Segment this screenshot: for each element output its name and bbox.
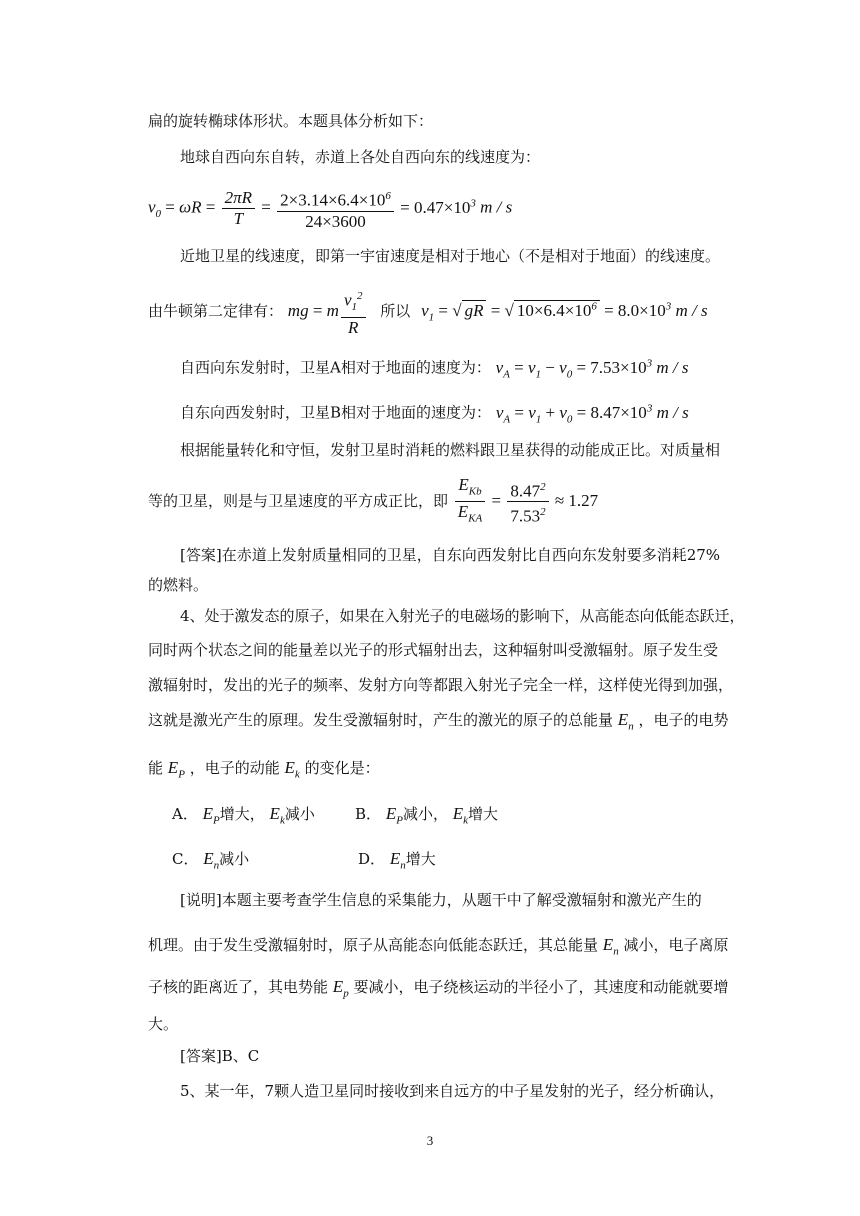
text-fragment: ，电子的动能 [189,759,280,777]
text-line: 4、处于激发态的原子，如果在入射光子的电磁场的影响下，从高能态向低能态跃迁， [180,607,745,625]
equation-line: 等的卫星，则是与卫星速度的平方成正比，即 $\frac{E_{Kb}}{E_{KA}}$ = $\frac{8.47^2}{7.53^2}$ ≈ 1.27 [148,475,599,527]
text-fragment: 自西向东发射时，卫星A相对于地面的速度为： [180,358,491,377]
text-fragment: 机理。由于发生受激辐射时，原子从高能态向低能态跃迁，其总能量 [148,936,599,954]
equation-line: 自西向东发射时，卫星A相对于地面的速度为： $v_A = v_1 - v_0 = 7.53\times 10^3$ m / s [180,357,689,381]
text-fragment: 这就是激光产生的原理。发生受激辐射时，产生的激光的原子的总能量 [148,711,614,729]
text-fragment: 子核的距离近了，其电势能 [148,978,329,996]
option-label: B． [355,805,382,823]
text-line: 子核的距离近了，其电势能 $E_p$ 要减小，电子绕核运动的半径小了，其速度和动能就要增 [148,977,729,1000]
text-fragment: 要减小，电子绕核运动的半径小了，其速度和动能就要增 [353,978,729,996]
text-line: 5、某一年，7颗人造卫星同时接收到来自远方的中子星发射的光子，经分析确认， [180,1082,725,1100]
text-line: 根据能量转化和守恒，发射卫星时消耗的燃料跟卫星获得的动能成正比。对质量相 [180,441,721,459]
option-label: D． [358,850,386,868]
option-b: B． $E_P$减小， $E_k$增大 [355,804,499,827]
text-line: [答案]B、C [180,1047,260,1065]
option-text: 减小 [284,805,315,823]
equation-line: 由牛顿第二定律有： mg = m $\frac{v_1^2}{R}$ 所以 $v_1$ = √ gR = √ $10\times 6.4\times 10^6 = 8.0\times 10^3$ m / s [148,286,708,338]
text-line: 的燃料。 [148,576,209,594]
equation-line: 自东向西发射时，卫星B相对于地面的速度为： $v_A = v_1 + v_0 = 8.47\times 10^3$ m / s [180,402,689,426]
text-fragment: 等的卫星，则是与卫星速度的平方成正比，即 [148,491,449,510]
text-fragment: ，电子的电势 [638,711,729,729]
option-text: 减小 [219,850,250,868]
option-d: D． $E_n$增大 [358,849,436,872]
text-line: 同时两个状态之间的能量差以光子的形式辐射出去，这种辐射叫受激辐射。原子发生受 [148,641,719,659]
text-line: 激辐射时，发出的光子的频率、发射方向等都跟入射光子完全一样，这样使光得到加强， [148,676,734,694]
text-line: 近地卫星的线速度，即第一宇宙速度是相对于地心（不是相对于地面）的线速度。 [180,247,721,265]
option-label: C． [172,850,199,868]
text-line: 机理。由于发生受激辐射时，原子从高能态向低能态跃迁，其总能量 $E_n$ 减小，电子离原 [148,935,729,958]
option-text: 增大， [219,805,265,823]
text-fragment: 减小，电子离原 [623,936,729,954]
option-a: A． $E_P$增大， $E_k$减小 [172,804,315,827]
page-number: 3 [426,1133,434,1148]
text-fragment: 由牛顿第二定律有： [148,301,284,320]
option-text: 增大 [468,805,499,823]
text-fragment: 自东向西发射时，卫星B相对于地面的速度为： [180,403,492,422]
text-line: 地球自西向东自转，赤道上各处自西向东的线速度为： [180,148,541,166]
text-line: 扁的旋转椭球体形状。本题具体分析如下： [148,112,434,130]
option-text: 减小， [402,805,448,823]
text-line: 能 $E_P$ ，电子的动能 $E_k$ 的变化是： [148,758,380,781]
text-line: 这就是激光产生的原理。发生受激辐射时，产生的激光的原子的总能量 $E_n$ ，电子的电势 [148,710,729,733]
text-fragment: 的变化是： [304,759,380,777]
option-text: 增大 [405,850,436,868]
text-fragment: 能 [148,759,164,777]
option-c: C． $E_n$减小 [172,849,250,872]
text-line: [答案]在赤道上发射质量相同的卫星，自东向西发射比自西向东发射要多消耗27% [180,546,721,564]
text-fragment: 所以 [380,301,411,320]
equation-v0: $v_0 = \omega R$ = $\frac{2\pi R}{T}$ = $\frac{2\times 3.14\times 6.4\times 10^6}{24\times 3600}$ = $0.47\times 10^3$ m / s [148,180,512,237]
text-line: 大。 [148,1015,179,1033]
option-label: A． [172,805,198,823]
text-line: [说明]本题主要考查学生信息的采集能力，从题干中了解受激辐射和激光产生的 [180,891,702,909]
